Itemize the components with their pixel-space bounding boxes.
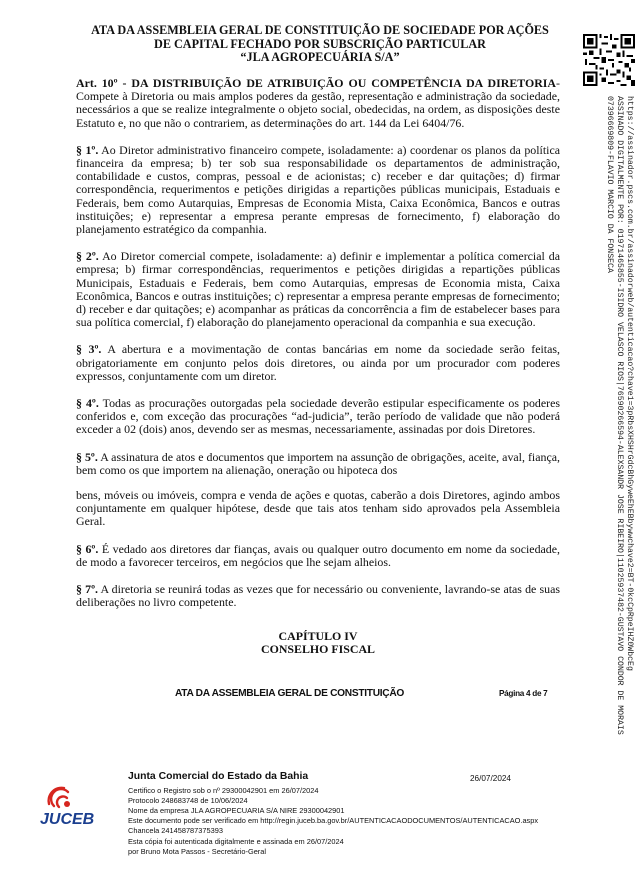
juceb-line-protocolo: Protocolo 248683748 de 10/06/2024 — [128, 796, 248, 805]
paragraph-1 — [76, 144, 560, 236]
signature-note-line-3: 07396669809-FLAVIO MARCIO DA FONSECA — [605, 96, 614, 273]
paragraph-1-label: § 1º. — [76, 142, 99, 157]
page-number: Página 4 de 7 — [499, 689, 548, 698]
paragraph-2-text: Ao Diretor comercial compete, isoladamente: a) definir e implementar a política comercial da empresa; b) firmar correspondências, requerimentos e petições dirigidas a repartições públicas Municipais, Estaduais e Federais, bem como Autarquias, empresas de Economia mista, Caixa Econômica, Bancos e outras instituições; c) representar a empresa perante empresas de fornecimento; d) receber e dar quitações; e) acompanhar as práticas da concorrência a fim de estabelecer bases para sua política comercial, f) elaboração do planejamento operacional da companhia e sua execução. — [76, 249, 560, 330]
footer-title: ATA DA ASSEMBLEIA GERAL DE CONSTITUIÇÃO — [175, 688, 405, 699]
paragraph-7-text: A diretoria se reunirá todas as vezes que for necessário ou conveniente, lavrando-se atas de suas deliberações no livro competente. — [76, 582, 561, 610]
paragraph-4 — [76, 397, 560, 437]
paragraph-3-label: § 3º. — [76, 342, 102, 357]
chapter-heading — [76, 630, 560, 656]
paragraph-3 — [76, 343, 560, 383]
paragraph-5 — [76, 451, 560, 477]
paragraph-6-text: É vedado aos diretores dar fianças, avais ou qualquer outro documento em nome da sociedade, de modo a favorecer terceiros, em negócios que lhe sejam alheios. — [76, 541, 560, 569]
juceb-line-verificacao[interactable]: Este documento pode ser verificado em http://regin.juceb.ba.gov.br/AUTENTICACAODOCUMENTOS/AUTENTICACAO.aspx — [128, 816, 539, 825]
paragraph-3-text: A abertura e a movimentação de contas bancárias em nome da sociedade serão feitas, obrigatoriamente em conjunto pelos dois diretores, ou ainda por um procurador com poderes expressos, conjuntamente com um diretor. — [76, 342, 560, 383]
juceb-line-registro: Certifico o Registro sob o nº 29300042901 em 26/07/2024 — [128, 786, 319, 795]
header-line-3: “JLA AGROPECUÁRIA S/A” — [240, 50, 400, 64]
juceb-line-secretario: por Bruno Mota Passos - Secretário-Geral — [128, 847, 267, 856]
juceb-logo-text: JUCEB — [40, 811, 95, 828]
paragraph-5-label: § 5º. — [76, 449, 98, 464]
juceb-line-chancela: Chancela 241458787375393 — [128, 826, 223, 835]
paragraph-1-text: Ao Diretor administrativo financeiro compete, isoladamente: a) coordenar os planos da política financeira da empresa; b) ter sob sua responsabilidade os departamentos de administração, contabilidade e custos, compras, pessoal e de acionistas; c) receber e dar quitações; d) firmar correspondência, requerimentos e petições dirigidas a repartições públicas municipais, Estaduais e Federais, bem como Autarquias, Empresas de Economia Mista, Caixa Econômica, Bancos e outras instituições; e) representar a empresa perante empresas de fornecimento, f) elaboração do planejamento estratégico da companhia. — [76, 142, 560, 237]
article-10-text: - Compete à Diretoria ou mais amplos poderes da gestão, representação e administração da sociedade, necessários a que se realize integralmente o objeto social, obedecidas, na ordem, as disposições deste Estatuto e, no que não o contrariem, as determinações do art. 144 da Lei 6404/76. — [76, 76, 560, 130]
document-body — [76, 77, 560, 656]
juceb-date: 26/07/2024 — [470, 774, 511, 783]
paragraph-5-text-a: A assinatura de atos e documentos que importem na assunção de obrigações, aceite, aval, fiança, bem como os que importem na alienação, oneração ou hipoteca dos — [76, 449, 560, 477]
paragraph-2 — [76, 250, 560, 329]
juceb-line-autenticada: Esta cópia foi autenticada digitalmente e assinada em 26/07/2024 — [128, 837, 344, 846]
paragraph-7 — [76, 583, 560, 609]
signature-note-line-1[interactable]: https://assinador.pscs.com.br/assinadorweb/autenticacao?chave1=3pRbsXHSHrGdcBhGyweEhEBbywwchave2=BT-0kcCpRpeIHZ0WbcEg — [625, 96, 634, 671]
juceb-title: Junta Comercial do Estado da Bahia — [128, 771, 309, 782]
paragraph-4-text: Todas as procurações outorgadas pela sociedade deverão estipular especificamente os poderes conferidos e, com exceção das procurações “ad-judicia”, terão período de validade que não poderá exceder a 02 (dois) anos, devendo ser as mesmas, necessariamente, assinadas por dois Diretores. — [76, 396, 561, 437]
digital-signature-note — [588, 96, 634, 735]
document-header — [70, 24, 570, 65]
paragraph-4-label: § 4º. — [76, 396, 99, 411]
article-10-label: Art. 10º - DA DISTRIBUIÇÃO DE ATRIBUIÇÃO OU COMPETÊNCIA DA DIRETORIA — [76, 76, 557, 90]
paragraph-7-label: § 7º. — [76, 582, 98, 597]
signature-note-line-2: ASSINADO DIGITALMENTE POR: 01971465855-ISIDRO VELASCO RIOS|76590266594-ALEXSANDR JOSE RIBEIRO|11025937482-GUSTAVO CONDOR DE MORAIS — [615, 96, 624, 735]
paragraph-6 — [76, 543, 560, 569]
article-10 — [76, 77, 560, 130]
paragraph-2-label: § 2º. — [76, 249, 99, 264]
juceb-logo-icon — [40, 786, 110, 828]
paragraph-5-continued: bens, móveis ou imóveis, compra e venda de ações e quotas, caberão a dois Diretores, agindo ambos conjuntamente em qualquer hipótese, desde que tais atos tenham sido aprovados pela Assembleia Geral. — [76, 488, 560, 529]
qr-code-icon[interactable] — [583, 34, 635, 86]
header-line-2: DE CAPITAL FECHADO POR SUBSCRIÇÃO PARTICULAR — [154, 36, 486, 51]
chapter-number: CAPÍTULO IV — [278, 628, 358, 643]
chapter-title: CONSELHO FISCAL — [261, 641, 375, 656]
juceb-certification — [0, 742, 638, 892]
header-line-1: ATA DA ASSEMBLEIA GERAL DE CONSTITUIÇÃO DE SOCIEDADE POR AÇÕES — [91, 23, 549, 37]
juceb-line-empresa: Nome da empresa JLA AGROPECUARIA S/A NIRE 29300042901 — [128, 806, 345, 815]
paragraph-6-label: § 6º. — [76, 541, 99, 556]
